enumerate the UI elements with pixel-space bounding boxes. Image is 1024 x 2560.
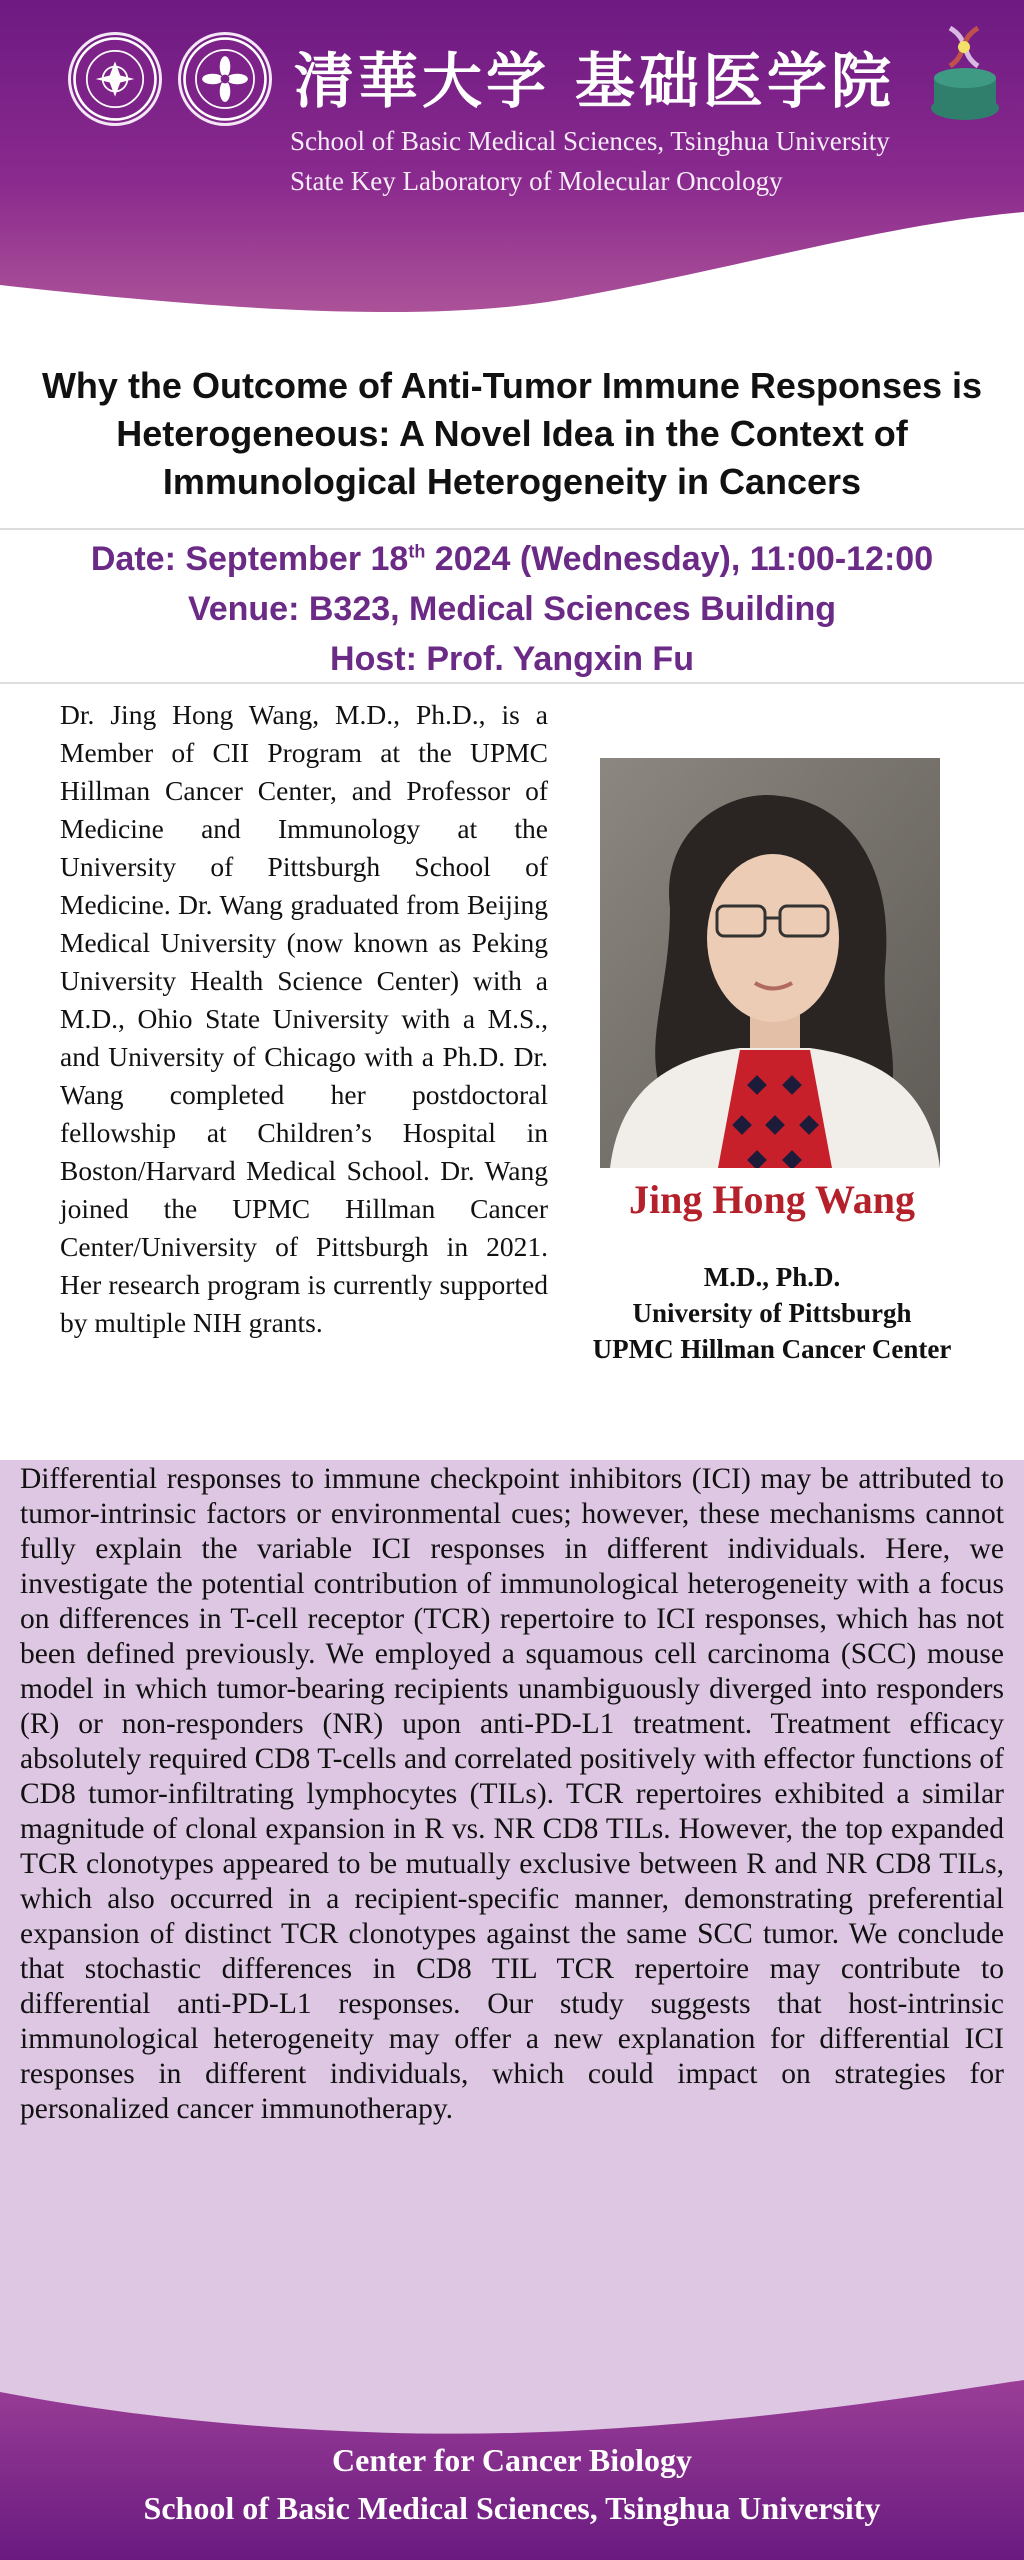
abstract-text: Differential responses to immune checkpoint inhibitors (ICI) may be attributed to tumor-intrinsic factors or environmental cues; however, these mechanisms cannot fully explain the variable ICI responses in different individuals. Here, we investigate the potential contribution of immunological heterogeneity with a focus on differences in T-cell receptor (TCR) repertoire to ICI responses, which has not been defined previously. We employed a squamous cell carcinoma (SCC) mouse model in which tumor-bearing recipients unambiguously diverged into responders (R) or non-responders (NR) upon anti-PD-L1 treatment. Treatment efficacy absolutely required CD8 T-cells and correlated positively with effector functions of CD8 tumor-infiltrating lymphocytes (TILs). TCR repertoires exhibited a similar magnitude of clonal expansion in R vs. NR CD8 TILs. However, the top expanded TCR clonotypes appeared to be mutually exclusive between R and NR CD8 TILs, which also occurred in a recipient-specific manner, demonstrating preferential expansion of distinct TCR clonotypes against the same SCC tumor. We conclude that stochastic differences in CD8 TIL TCR repertoire may contribute to differential anti-PD-L1 responses. Our study suggests that host-intrinsic immunological heterogeneity may offer a new explanation for differential ICI responses in different individuals, which could impact on strategies for personalized cancer immunotherapy. — [20, 1463, 1004, 2125]
speaker-degree: M.D., Ph.D. — [703, 1262, 841, 1292]
speaker-university: University of Pittsburgh — [632, 1298, 912, 1328]
footer-center-name: Center for Cancer Biology — [332, 2442, 692, 2478]
event-date — [0, 540, 1024, 579]
date-ordinal: th — [408, 541, 426, 562]
speaker-photo — [600, 758, 940, 1168]
event-venue: Venue: B323, Medical Sciences Building — [187, 590, 837, 628]
footer-banner — [0, 2380, 1024, 2560]
divider — [0, 528, 1024, 530]
lab-name-en: State Key Laboratory of Molecular Oncology — [290, 166, 783, 196]
speaker-name: Jing Hong Wang — [628, 1177, 916, 1222]
abstract-panel — [0, 1460, 1024, 2384]
speaker-bio: Dr. Jing Hong Wang, M.D., Ph.D., is a Member of CII Program at the UPMC Hillman Cancer Center, and Professor of Medicine and Immunology at the University of Pittsburgh School of Medicine. Dr. Wang graduated from Beijing Medical University (now known as Peking University Health Science Center) with a M.D., Ohio State University with a M.S., and University of Chicago with a Ph.D. Dr. Wang completed her postdoctoral fellowship at Children’s Hospital in Boston/Harvard Medical School. Dr. Wang joined the UPMC Hillman Cancer Center/University of Pittsburgh in 2021. Her research program is currently supported by multiple NIH grants. — [60, 699, 548, 1338]
date-suffix: 2024 (Wednesday), 11:00-12:00 — [425, 540, 934, 578]
event-host: Host: Prof. Yangxin Fu — [330, 640, 694, 678]
divider — [0, 682, 1024, 684]
speaker-center: UPMC Hillman Cancer Center — [592, 1334, 952, 1364]
school-emblem-icon — [178, 32, 272, 126]
footer-school-name: School of Basic Medical Sciences, Tsinghua University — [143, 2490, 881, 2526]
tsinghua-emblem-icon — [68, 32, 162, 126]
school-name-en: School of Basic Medical Sciences, Tsinghua University — [290, 126, 890, 156]
date-prefix: Date: September 18 — [90, 540, 409, 578]
header-banner — [0, 0, 1024, 330]
logo-text-cn: 清華大学 基础医学院 — [294, 47, 895, 117]
lab-logo-icon — [920, 20, 1010, 130]
talk-title: Why the Outcome of Anti-Tumor Immune Responses is Heterogeneous: A Novel Idea in the Context of Immunological Heterogeneity in Cancers — [41, 365, 983, 502]
